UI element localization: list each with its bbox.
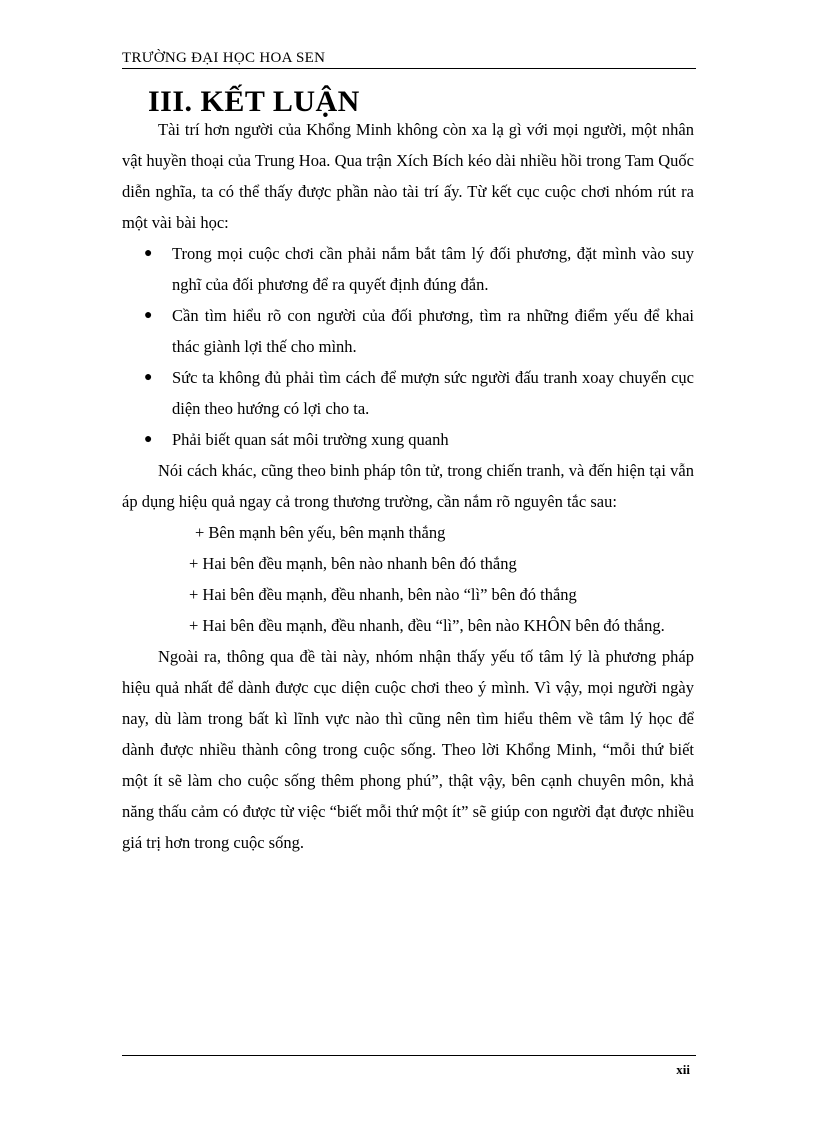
principle-line: + Hai bên đều mạnh, bên nào nhanh bên đó thắng [189,554,517,573]
list-item-text: Phải biết quan sát môi trường xung quanh [172,430,449,449]
document-body [122,114,694,858]
list-item [122,300,694,362]
bullet-icon: ● [144,432,153,447]
page-header [122,48,696,69]
section-title: III. KẾT LUẬN [148,85,360,118]
list-item-text: Cần tìm hiểu rõ con người của đối phương, tìm ra những điểm yếu để khai thác giành lợi thế cho mình. [172,306,694,356]
list-item-text: Sức ta không đủ phải tìm cách để mượn sức người đấu tranh xoay chuyển cục diện theo hướng có lợi cho ta. [172,368,694,418]
principles-intro-paragraph: Nói cách khác, cũng theo binh pháp tôn tử, trong chiến tranh, và đến hiện tại vẫn áp dụng hiệu quả ngay cả trong thương trường, cần nắm rõ nguyên tắc sau: [122,461,694,511]
list-item-text: Trong mọi cuộc chơi cần phải nắm bắt tâm lý đối phương, đặt mình vào suy nghĩ của đối phương để ra quyết định đúng đắn. [172,244,694,294]
principle-line: + Hai bên đều mạnh, đều nhanh, bên nào “lì” bên đó thắng [189,585,577,604]
intro-paragraph: Tài trí hơn người của Khổng Minh không còn xa lạ gì với mọi người, một nhân vật huyền thoại của Trung Hoa. Qua trận Xích Bích kéo dài nhiều hồi trong Tam Quốc diễn nghĩa, ta có thể thấy được phần nào tài trí ấy. Từ kết cục cuộc chơi nhóm rút ra một vài bài học: [122,120,694,232]
lessons-list [122,238,694,455]
bullet-icon: ● [144,308,153,323]
bullet-icon: ● [144,370,153,385]
conclusion-paragraph: Ngoài ra, thông qua đề tài này, nhóm nhận thấy yếu tố tâm lý là phương pháp hiệu quả nhất để dành được cục diện cuộc chơi theo ý mình. Vì vậy, mọi người ngày nay, dù làm trong bất kì lĩnh vực nào thì cũng nên tìm hiểu thêm về tâm lý học để dành được nhiều thành công trong cuộc sống. Theo lời Khổng Minh, “mỗi thứ biết một ít sẽ làm cho cuộc sống thêm phong phú”, thật vậy, bên cạnh chuyên môn, khả năng thấu cảm có được từ việc “biết mỗi thứ một ít” sẽ giúp con người đạt được nhiều giá trị hơn trong cuộc sống. [122,647,694,852]
list-item [122,362,694,424]
page-footer [122,1055,696,1077]
header-school-name: TRƯỜNG ĐẠI HỌC HOA SEN [122,50,326,66]
list-item [122,238,694,300]
principle-line: + Bên mạnh bên yếu, bên mạnh thắng [195,523,446,542]
page-number: xii [676,1062,690,1077]
principle-line: + Hai bên đều mạnh, đều nhanh, đều “lì”, bên nào KHÔN bên đó thắng. [189,616,665,635]
bullet-icon: ● [144,246,153,261]
list-item [122,424,694,455]
